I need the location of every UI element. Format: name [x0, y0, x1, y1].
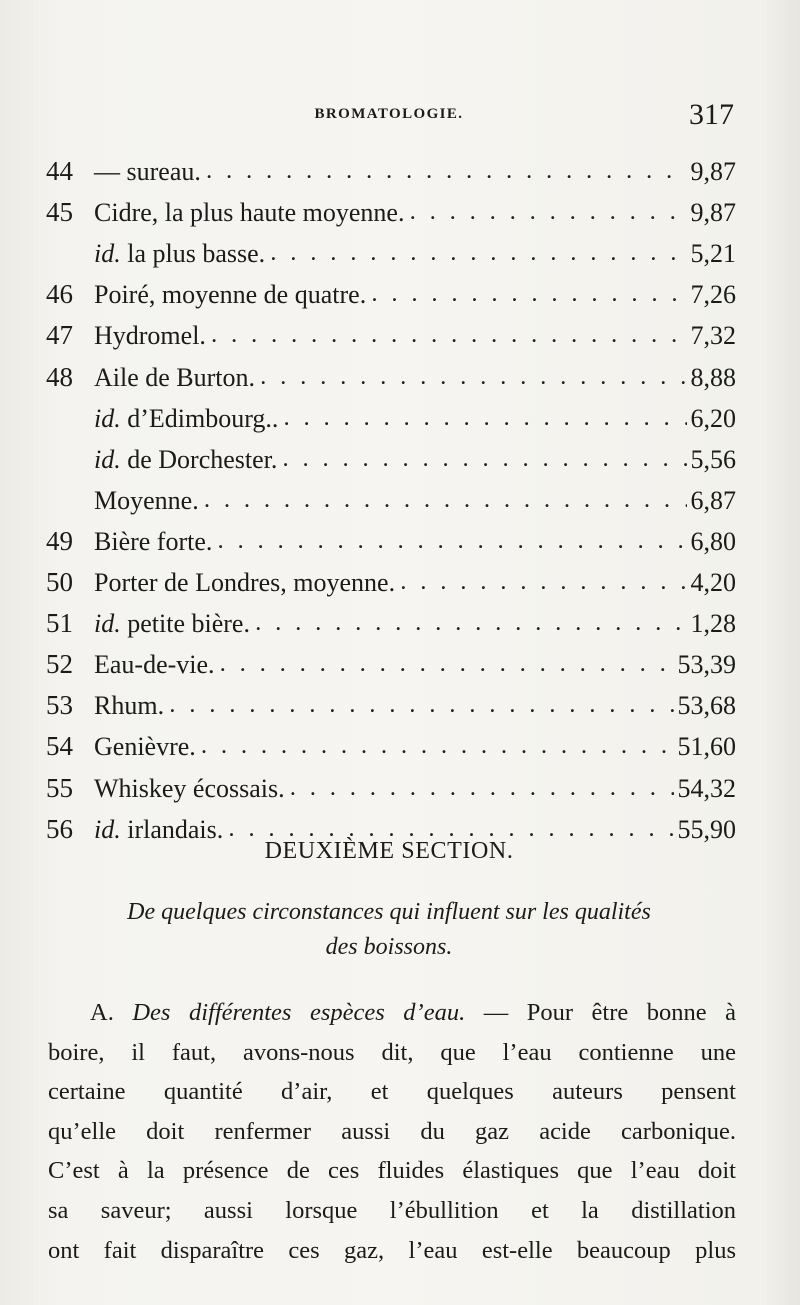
row-label-text: Aile de Burton. [94, 362, 256, 392]
row-label [94, 282, 370, 308]
row-label-text: Whiskey écossais. [94, 773, 285, 803]
row-number: 49 [46, 525, 73, 556]
beverage-alcohol-table [46, 144, 736, 843]
table-row [46, 473, 736, 514]
row-number: 54 [46, 731, 73, 762]
dot-leader [212, 327, 687, 345]
table-row [46, 185, 736, 226]
row-value: 7,32 [690, 321, 736, 351]
row-label-text: Poiré, moyenne de quatre. [94, 280, 367, 310]
row-value: 51,60 [677, 732, 736, 762]
row-label-text: — sureau. [94, 157, 201, 187]
row-number: 51 [46, 608, 73, 639]
row-label [94, 693, 168, 719]
table-row [46, 226, 736, 267]
row-number: 56 [46, 813, 73, 844]
table-row [46, 144, 736, 185]
row-label-text: Genièvre. [94, 732, 196, 762]
row-label [94, 200, 408, 226]
subtitle-line-2: des boissons. [325, 934, 453, 960]
row-number: 53 [46, 690, 73, 721]
dot-leader [401, 574, 686, 592]
paragraph-line-6: sa saveur; aussi lorsque l’ébullition et la distillation [48, 1196, 736, 1224]
row-label [94, 362, 259, 392]
page-header [44, 98, 734, 138]
dot-leader [291, 780, 674, 798]
row-number: 46 [46, 279, 73, 310]
dot-leader [372, 286, 686, 304]
row-label [94, 570, 399, 596]
row-number: 50 [46, 567, 73, 598]
paragraph-marker: A. [90, 999, 114, 1026]
table-row [46, 678, 736, 719]
paragraph-line-5: C’est à la présence de ces fluides élastiques que l’eau doit [48, 1157, 736, 1185]
row-value: 9,87 [690, 157, 736, 187]
table-row [46, 719, 736, 760]
row-label [94, 444, 281, 474]
dot-leader [221, 656, 674, 674]
table-row [46, 760, 736, 801]
page-number: 317 [689, 98, 734, 131]
row-value: 5,56 [690, 444, 736, 474]
row-label [94, 485, 203, 515]
paragraph-italic-title: Des différentes espèces d’eau. [132, 999, 466, 1026]
table-row [46, 432, 736, 473]
paragraph-line-1-text: — Pour être bonne à [483, 999, 737, 1026]
row-label-italic-prefix: id. [94, 609, 121, 639]
row-label [94, 611, 254, 637]
row-value: 5,21 [690, 239, 736, 269]
paragraph-line-1 [48, 993, 736, 1033]
dot-leader [284, 410, 686, 428]
row-value: 7,26 [690, 280, 736, 310]
row-label [94, 652, 219, 678]
row-value: 53,68 [677, 691, 736, 721]
table-row [46, 802, 736, 843]
paragraph-line-4: qu’elle doit renfermer aussi du gaz acide carbonique. [48, 1117, 736, 1145]
row-value: 55,90 [677, 814, 736, 844]
dot-leader [229, 821, 673, 839]
row-label [94, 773, 289, 803]
row-value: 54,32 [677, 773, 736, 803]
row-label [94, 323, 210, 349]
row-value: 53,39 [677, 650, 736, 680]
row-label-text: la plus basse. [127, 239, 266, 269]
row-label-text: Hydromel. [94, 321, 206, 351]
row-label-italic-prefix: id. [94, 239, 121, 269]
row-label-text: petite bière. [127, 609, 250, 639]
row-value: 6,87 [690, 485, 736, 515]
table-row [46, 514, 736, 555]
row-label [94, 241, 269, 267]
dot-leader [207, 163, 687, 181]
row-label-text: d’Edimbourg.. [127, 403, 279, 433]
row-label-text: Bière forte. [94, 526, 213, 556]
section-heading: DEUXIÈME SECTION. [264, 838, 514, 864]
table-row [46, 555, 736, 596]
row-label [94, 403, 282, 433]
dot-leader [261, 369, 686, 387]
dot-leader [205, 492, 687, 510]
row-value: 6,20 [690, 403, 736, 433]
row-number: 52 [46, 649, 73, 680]
dot-leader [256, 615, 687, 633]
row-label-text: irlandais. [127, 814, 224, 844]
row-number: 48 [46, 361, 73, 392]
paragraph-line-7: ont fait disparaître ces gaz, l’eau est-elle beaucoup plus [48, 1236, 736, 1264]
running-title: BROMATOLOGIE. [314, 106, 464, 122]
subtitle-line-1: De quelques circonstances qui influent sur les qualités [127, 899, 651, 925]
dot-leader [170, 697, 673, 715]
table-row [46, 349, 736, 390]
paragraph-line-2: boire, il faut, avons-nous dit, que l’eau contienne une [48, 1038, 736, 1066]
dot-leader [218, 533, 686, 551]
table-row [46, 267, 736, 308]
row-label-italic-prefix: id. [94, 444, 121, 474]
row-label-text: Porter de Londres, moyenne. [94, 568, 396, 598]
row-number: 47 [46, 320, 73, 351]
row-number: 55 [46, 772, 73, 803]
row-label-text: de Dorchester. [127, 444, 278, 474]
table-row [46, 391, 736, 432]
row-value: 8,88 [690, 362, 736, 392]
row-value: 4,20 [690, 568, 736, 598]
row-label [94, 159, 205, 185]
section-subtitle [44, 895, 734, 965]
row-value: 9,87 [690, 198, 736, 228]
row-label-text: Eau-de-vie. [94, 650, 215, 680]
row-label-text: Cidre, la plus haute moyenne. [94, 198, 405, 228]
table-row [46, 637, 736, 678]
body-paragraph [48, 993, 736, 1270]
row-value: 1,28 [690, 609, 736, 639]
table-row [46, 596, 736, 637]
dot-leader [271, 245, 686, 263]
row-label [94, 734, 200, 760]
row-number: 45 [46, 197, 73, 228]
table-row [46, 308, 736, 349]
row-number: 44 [46, 156, 73, 187]
row-label-italic-prefix: id. [94, 403, 121, 433]
row-label [94, 526, 216, 556]
row-label-text: Rhum. [94, 691, 165, 721]
dot-leader [202, 738, 674, 756]
row-label-text: Moyenne. [94, 485, 199, 515]
row-value: 6,80 [690, 526, 736, 556]
paragraph-line-3: certaine quantité d’air, et quelques auteurs pensent [48, 1078, 736, 1106]
dot-leader [283, 451, 686, 469]
row-label-italic-prefix: id. [94, 814, 121, 844]
dot-leader [410, 204, 686, 222]
